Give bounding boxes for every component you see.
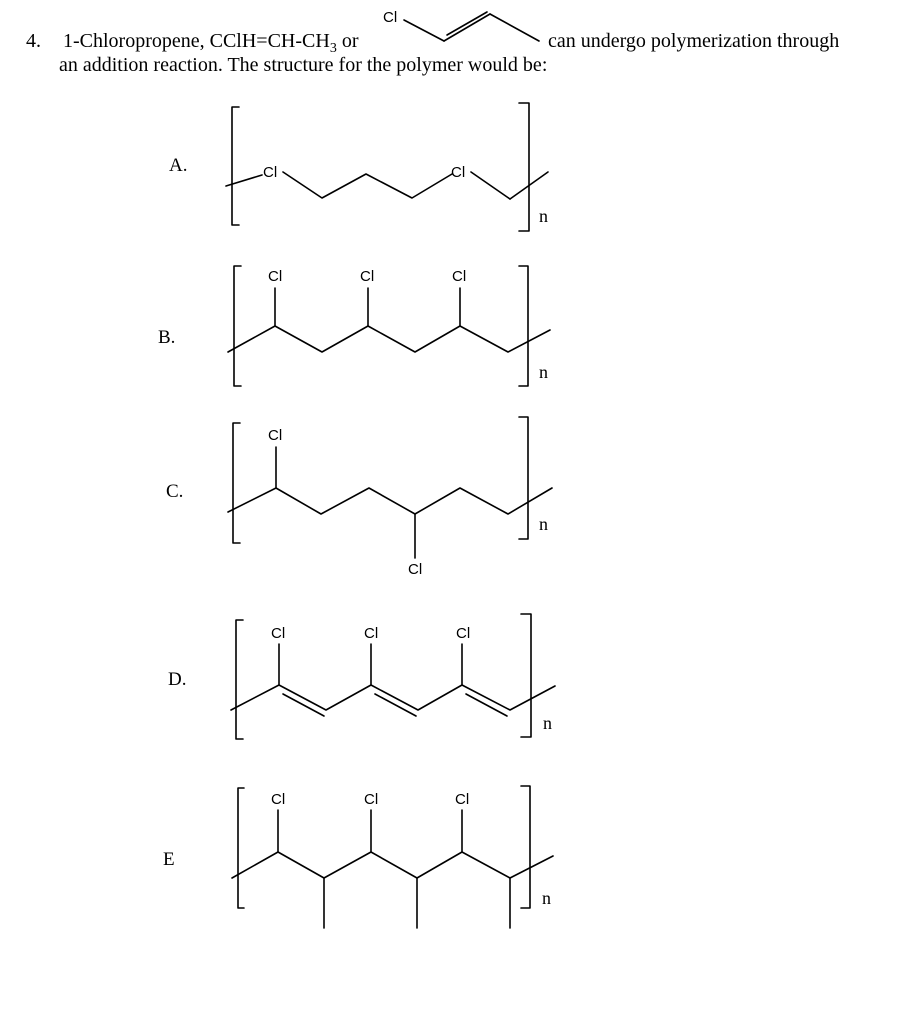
option-c-structure[interactable] xyxy=(228,417,552,578)
option-b-n: n xyxy=(539,362,548,382)
option-b-cl-3: Cl xyxy=(452,268,467,285)
option-b-label[interactable]: B. xyxy=(158,327,176,348)
option-a-label[interactable]: A. xyxy=(169,155,188,176)
option-a-n: n xyxy=(539,206,548,226)
option-c-cl-1: Cl xyxy=(268,427,283,444)
question-text-or: or xyxy=(336,30,359,52)
option-b-structure[interactable] xyxy=(228,266,550,386)
option-d-structure[interactable] xyxy=(231,614,555,739)
option-e-label[interactable]: E xyxy=(163,849,175,870)
option-e-cl-2: Cl xyxy=(364,791,379,808)
option-e-structure[interactable] xyxy=(232,786,553,928)
option-e-cl-3: Cl xyxy=(455,791,470,808)
question-text-prefix: 1-Chloropropene, CClH=CH-CH xyxy=(63,30,330,52)
question-line-1-suffix: can undergo polymerization through xyxy=(548,30,840,52)
option-a-structure[interactable] xyxy=(226,103,548,231)
option-b-cl-1: Cl xyxy=(268,268,283,285)
option-c-n: n xyxy=(539,514,548,534)
monomer-structure xyxy=(383,9,539,41)
option-b-cl-2: Cl xyxy=(360,268,375,285)
option-e-cl-1: Cl xyxy=(271,791,286,808)
option-d-label[interactable]: D. xyxy=(168,669,187,690)
option-d-cl-2: Cl xyxy=(364,625,379,642)
option-a-cl-1: Cl xyxy=(263,164,278,181)
question-number: 4. xyxy=(26,30,41,52)
monomer-cl-label: Cl xyxy=(383,9,398,26)
option-d-n: n xyxy=(543,713,552,733)
option-c-label[interactable]: C. xyxy=(166,481,184,502)
option-a-cl-2: Cl xyxy=(451,164,466,181)
question-subscript: 3 xyxy=(329,41,337,56)
option-c-cl-2: Cl xyxy=(408,561,423,578)
option-e-n: n xyxy=(542,888,551,908)
option-d-cl-3: Cl xyxy=(456,625,471,642)
question-line-2: an addition reaction. The structure for the polymer would be: xyxy=(59,54,548,76)
option-d-cl-1: Cl xyxy=(271,625,286,642)
